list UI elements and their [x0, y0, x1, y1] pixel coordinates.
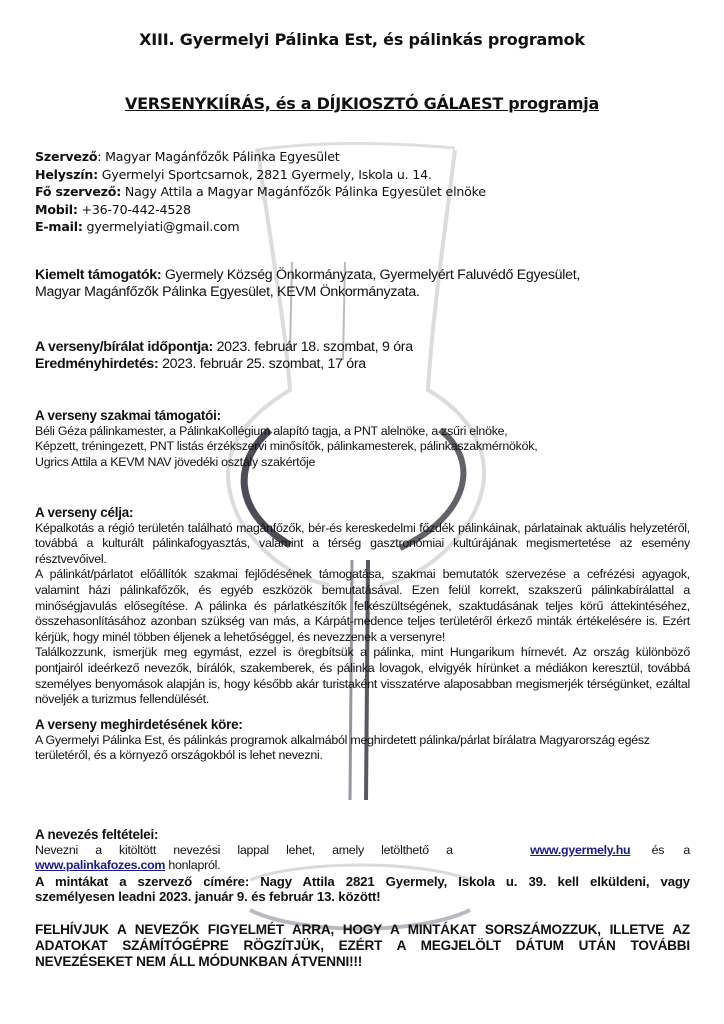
entry-heading: A nevezés feltételei: [35, 827, 159, 842]
samples-address-line: A mintákat a szervező címére: Nagy Attila 2821 Gyermely, Iskola u. 39. kell elküldeni, vagy [35, 873, 690, 889]
document-subtitle: VERSENYKIÍRÁS, és a DÍJKIOSZTÓ GÁLAEST programja [125, 94, 599, 113]
organizer-info [35, 148, 486, 236]
email-row [35, 218, 486, 236]
chief-organizer-row [35, 183, 486, 201]
entry-conditions-section [35, 827, 690, 905]
scope-section [35, 717, 690, 764]
email-label: E-mail: [35, 219, 83, 235]
document-title: XIII. Gyermelyi Pálinka Est, és pálinkás programok [139, 30, 585, 49]
goal-paragraph: Találkozzunk, ismerjük meg egymást, ezzel is öregbítsük a pálinka, mint Hungarikum hírnevét. Az ország különböző pontjairól ideérkező nevezők, bírálók, szakemberek, és pálinka lovagok, elvigyék hírünket a médiákon keresztül, továbbá személyes benyomások alapján is, hogy később akár turistaként visszatérve alaposabban megismerjék térségünket, ezáltal növeljék a turizmus fellendülését. [35, 645, 690, 707]
scope-text: A Gyermelyi Pálinka Est, és pálinkás programok alkalmából meghirdetett pálinka/párlat bírálatra Magyarország egész területéről, és a környező országokból is lehet nevezni. [35, 732, 650, 763]
organizer-row [35, 148, 486, 166]
supporters-value-1: Gyermely Község Önkormányzata, Gyermelyért Faluvédő Egyesület, [161, 267, 580, 283]
supporters-label: Kiemelt támogatók: [35, 267, 162, 283]
event-dates [35, 339, 413, 374]
gyermely-link[interactable]: www.gyermely.hu [530, 842, 631, 857]
notice-section [35, 922, 690, 971]
venue-value: Gyermelyi Sportcsarnok, 2821 Gyermely, Iskola u. 14. [97, 166, 432, 182]
entry-line-1 [35, 843, 690, 859]
mobile-row [35, 201, 486, 219]
professional-supporters-section [35, 408, 690, 470]
entry-link-group [530, 843, 690, 859]
professional-supporter-line: Ugrics Attila a KEVM NAV jövedéki osztály szakértője [35, 454, 316, 469]
supporters-line-1 [35, 267, 580, 284]
goal-paragraph: A pálinkát/párlatot előállítók szakmai fejlődésének támogatása, szakmai bemutatók szervezése a cefrézési agyagok, valamint házi pálinkafőzők, és egyéb eszközök bemutatásával. Ezen felül korrekt, szakszerű pálinkabírálattal a minőségjavulás elősegítése. A pálinka és párlatkészítők felkészültségének, szaktudásának teljes körű áttekintéséhez, összehasonlításához azonban szükség van más, a Kárpát-medence teljes területéről érkező minták értékelésére is. Ezért kérjük, hogy minél többen éljenek a lehetőséggel, és nevezzenek a versenyre! [35, 567, 690, 644]
competition-date-value: 2023. február 18. szombat, 9 óra [212, 339, 413, 355]
venue-label: Helyszín: [35, 166, 98, 182]
results-date-value: 2023. február 25. szombat, 17 óra [158, 356, 366, 373]
organizer-value: : Magyar Magánfőzők Pálinka Egyesület [97, 149, 340, 164]
goal-paragraph: Képalkotás a régió területén található magánfőzők, bér-és kereskedelmi főzdék pálinkáinak, párlatainak aktuális helyzetéről, továbbá a kulturált pálinkafogyasztás, valamint a térség gasztronómiai kultúrájának megismertetése az esemény résztvevőivel. [35, 520, 690, 566]
goal-heading: A verseny célja: [35, 505, 134, 520]
entry-text-middle: és a [651, 842, 690, 857]
professional-supporter-line: Béli Géza pálinkamester, a PálinkaKollégium alapító tagja, a PNT alelnöke, a zsűri elnöke, [35, 423, 508, 438]
professional-supporters-heading: A verseny szakmai támogatói: [35, 408, 221, 423]
results-date-row [35, 356, 413, 373]
chief-organizer-value: Nagy Attila a Magyar Magánfőzők Pálinka Egyesület elnöke [121, 184, 486, 200]
scope-heading: A verseny meghirdetésének köre: [35, 717, 243, 732]
notice-text: FELHÍVJUK A NEVEZŐK FIGYELMÉT ARRA, HOGY A MINTÁKAT SORSZÁMOZZUK, ILLETVE AZ ADATOKAT SZÁMÍTÓGÉPRE RÖGZÍTJÜK, EZÉRT A MEGJELÖLT DÁTUM UTÁN TOVÁBBI NEVEZÉSEKET NEM ÁLL MÓDUNKBAN ÁTVENNI!!! [35, 922, 690, 970]
mobile-label: Mobil: [35, 201, 78, 217]
samples-deadline-line: személyesen leadni 2023. január 9. és február 13. között! [35, 889, 381, 905]
entry-line-2 [35, 858, 690, 874]
competition-date-row [35, 339, 413, 356]
results-date-label: Eredményhirdetés: [35, 356, 159, 373]
featured-supporters [35, 267, 580, 302]
mobile-value: +36-70-442-4528 [77, 201, 191, 217]
organizer-label: Szervező [35, 149, 98, 164]
entry-text-before: Nevezni a kitöltött nevezési lappal lehet, amely letölthető a [35, 842, 453, 857]
competition-date-label: A verseny/bírálat időpontja: [35, 339, 213, 355]
palinkafozes-link[interactable]: www.palinkafozes.com [35, 858, 166, 873]
email-value: gyermelyiati@gmail.com [82, 219, 240, 235]
chief-organizer-label: Fő szervező: [35, 184, 122, 200]
entry-text-after: honlapról. [165, 858, 221, 873]
venue-row [35, 166, 486, 184]
goal-section [35, 505, 690, 708]
professional-supporter-line: Képzett, tréningezett, PNT listás érzékszervi minősítők, pálinkamesterek, pálinkaszakmérnökök, [35, 439, 538, 454]
supporters-line-2: Magyar Magánfőzők Pálinka Egyesület, KEVM Önkormányzata. [35, 284, 420, 301]
